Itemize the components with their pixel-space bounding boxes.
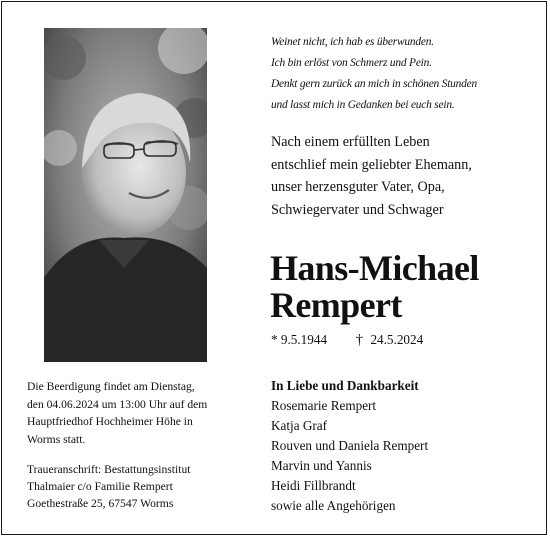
last-name: Rempert (270, 285, 402, 325)
poem-line: Denkt gern zurück an mich in schönen Stunden (271, 78, 477, 90)
funeral-line: Hauptfriedhof Hochheimer Höhe in (27, 415, 193, 429)
funeral-line: den 04.06.2024 um 13:00 Uhr auf dem (27, 397, 208, 411)
mourner-name: Katja Graf (271, 418, 328, 433)
portrait-photo (44, 28, 207, 362)
birth-date: 9.5.1944 (280, 332, 328, 347)
poem-line: und lasst mich in Gedanken bei euch sein. (271, 99, 455, 111)
life-dates (271, 332, 423, 349)
first-name: Hans-Michael (270, 248, 479, 288)
mourner-name: Heidi Fillbrandt (271, 478, 356, 493)
intro-line: Schwiegervater und Schwager (271, 201, 444, 218)
poem-line: Ich bin erlöst von Schmerz und Pein. (271, 57, 432, 69)
funeral-line: Worms statt. (27, 432, 86, 446)
address-line: Goethestraße 25, 67547 Worms (27, 497, 174, 510)
intro-line: unser herzensguter Vater, Opa, (271, 179, 445, 195)
birth-symbol: * (271, 332, 278, 347)
death-date: 24.5.2024 (370, 332, 424, 347)
memorial-poem (271, 32, 541, 116)
address-line: Traueranschrift: Bestattungsinstitut (27, 463, 191, 476)
deceased-name (270, 250, 540, 324)
portrait-image-icon (44, 28, 207, 362)
mourner-name: sowie alle Angehörigen (271, 498, 396, 513)
mourners-list (271, 376, 541, 516)
intro-line: entschlief mein geliebter Ehemann, (271, 156, 472, 173)
intro-text (271, 131, 541, 221)
mourners-heading: In Liebe und Dankbarkeit (271, 378, 419, 393)
funeral-details (27, 378, 252, 448)
mourner-name: Marvin und Yannis (271, 458, 372, 473)
mourner-name: Rouven und Daniela Rempert (271, 438, 429, 453)
cross-icon: † (355, 332, 364, 348)
address-line: Thalmaier c/o Familie Rempert (27, 480, 173, 493)
mourning-address (27, 461, 252, 512)
funeral-line: Die Beerdigung findet am Dienstag, (27, 380, 195, 393)
poem-line: Weinet nicht, ich hab es überwunden. (271, 36, 434, 48)
mourner-name: Rosemarie Rempert (271, 398, 377, 413)
intro-line: Nach einem erfüllten Leben (271, 134, 430, 150)
